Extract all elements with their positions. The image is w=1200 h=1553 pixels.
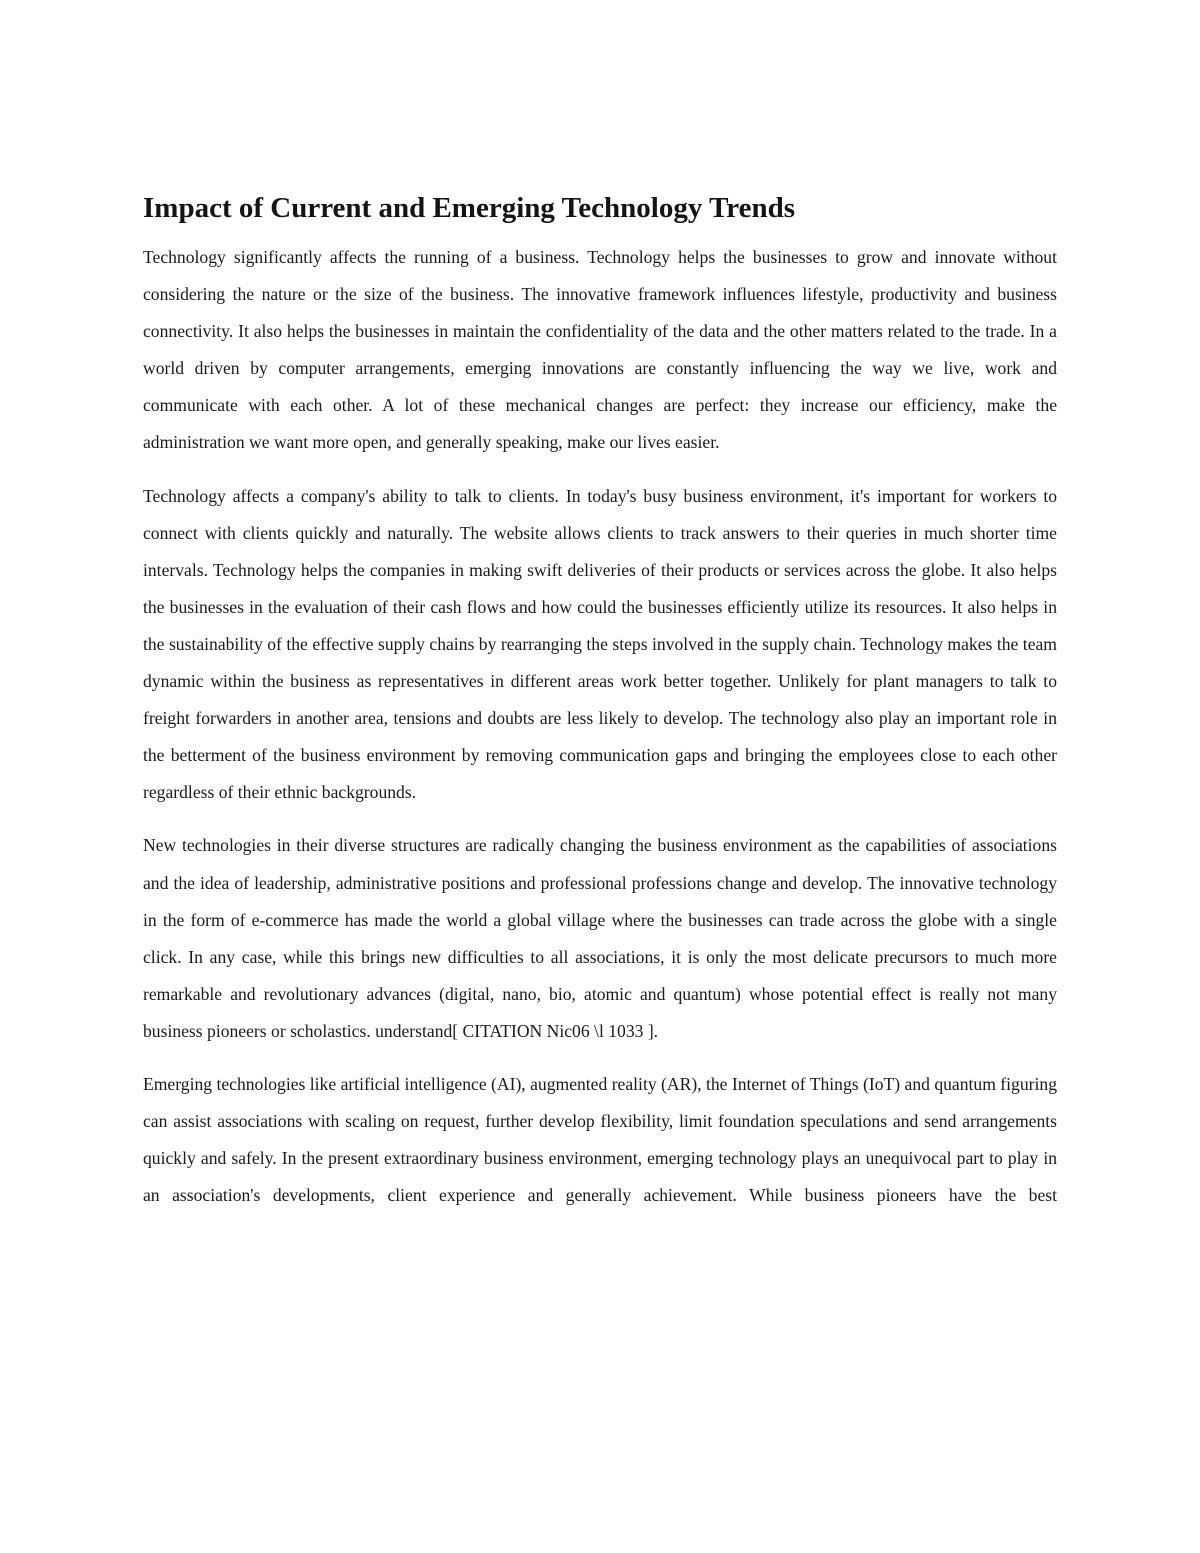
paragraph-1: Technology significantly affects the running of a business. Technology helps the businesses to grow and innovate without considering the nature or the size of the business. The innovative framework influences lifestyle, productivity and business connectivity. It also helps the businesses in maintain the confidentiality of the data and the other matters related to the trade. In a world driven by computer arrangements, emerging innovations are constantly influencing the way we live, work and communicate with each other. A lot of these mechanical changes are perfect: they increase our efficiency, make the administration we want more open, and generally speaking, make our lives easier. xyxy=(143,247,1057,453)
paragraph-2: Technology affects a company's ability to talk to clients. In today's busy business environment, it's important for workers to connect with clients quickly and naturally. The website allows clients to track answers to their queries in much shorter time intervals. Technology helps the companies in making swift deliveries of their products or services across the globe. It also helps the businesses in the evaluation of their cash flows and how could the businesses efficiently utilize its resources. It also helps in the sustainability of the effective supply chains by rearranging the steps involved in the supply chain. Technology makes the team dynamic within the business as representatives in different areas work better together. Unlikely for plant managers to talk to freight forwarders in another area, tensions and doubts are less likely to develop. The technology also play an important role in the betterment of the business environment by removing communication gaps and bringing the employees close to each other regardless of their ethnic backgrounds. xyxy=(143,485,1057,803)
paragraph-3: New technologies in their diverse structures are radically changing the business environment as the capabilities of associations and the idea of leadership, administrative positions and professional professions change and develop. The innovative technology in the form of e-commerce has made the world a global village where the businesses can trade across the globe with a single click. In any case, while this brings new difficulties to all associations, it is only the most delicate precursors to much more remarkable and revolutionary advances (digital, nano, bio, atomic and quantum) whose potential effect is really not many business pioneers or scholastics. understand[ CITATION Nic06 \l 1033 ]. xyxy=(143,835,1057,1041)
paragraph-4: Emerging technologies like artificial intelligence (AI), augmented reality (AR), the Internet of Things (IoT) and quantum figuring can assist associations with scaling on request, further develop flexibility, limit foundation speculations and send arrangements quickly and safely. In the present extraordinary business environment, emerging technology plays an unequivocal part to play in an association's developments, client experience and generally achievement. While business pioneers have the best xyxy=(143,1073,1057,1206)
document-body xyxy=(143,188,1057,1214)
document-title: Impact of Current and Emerging Technology Trends xyxy=(143,192,796,224)
